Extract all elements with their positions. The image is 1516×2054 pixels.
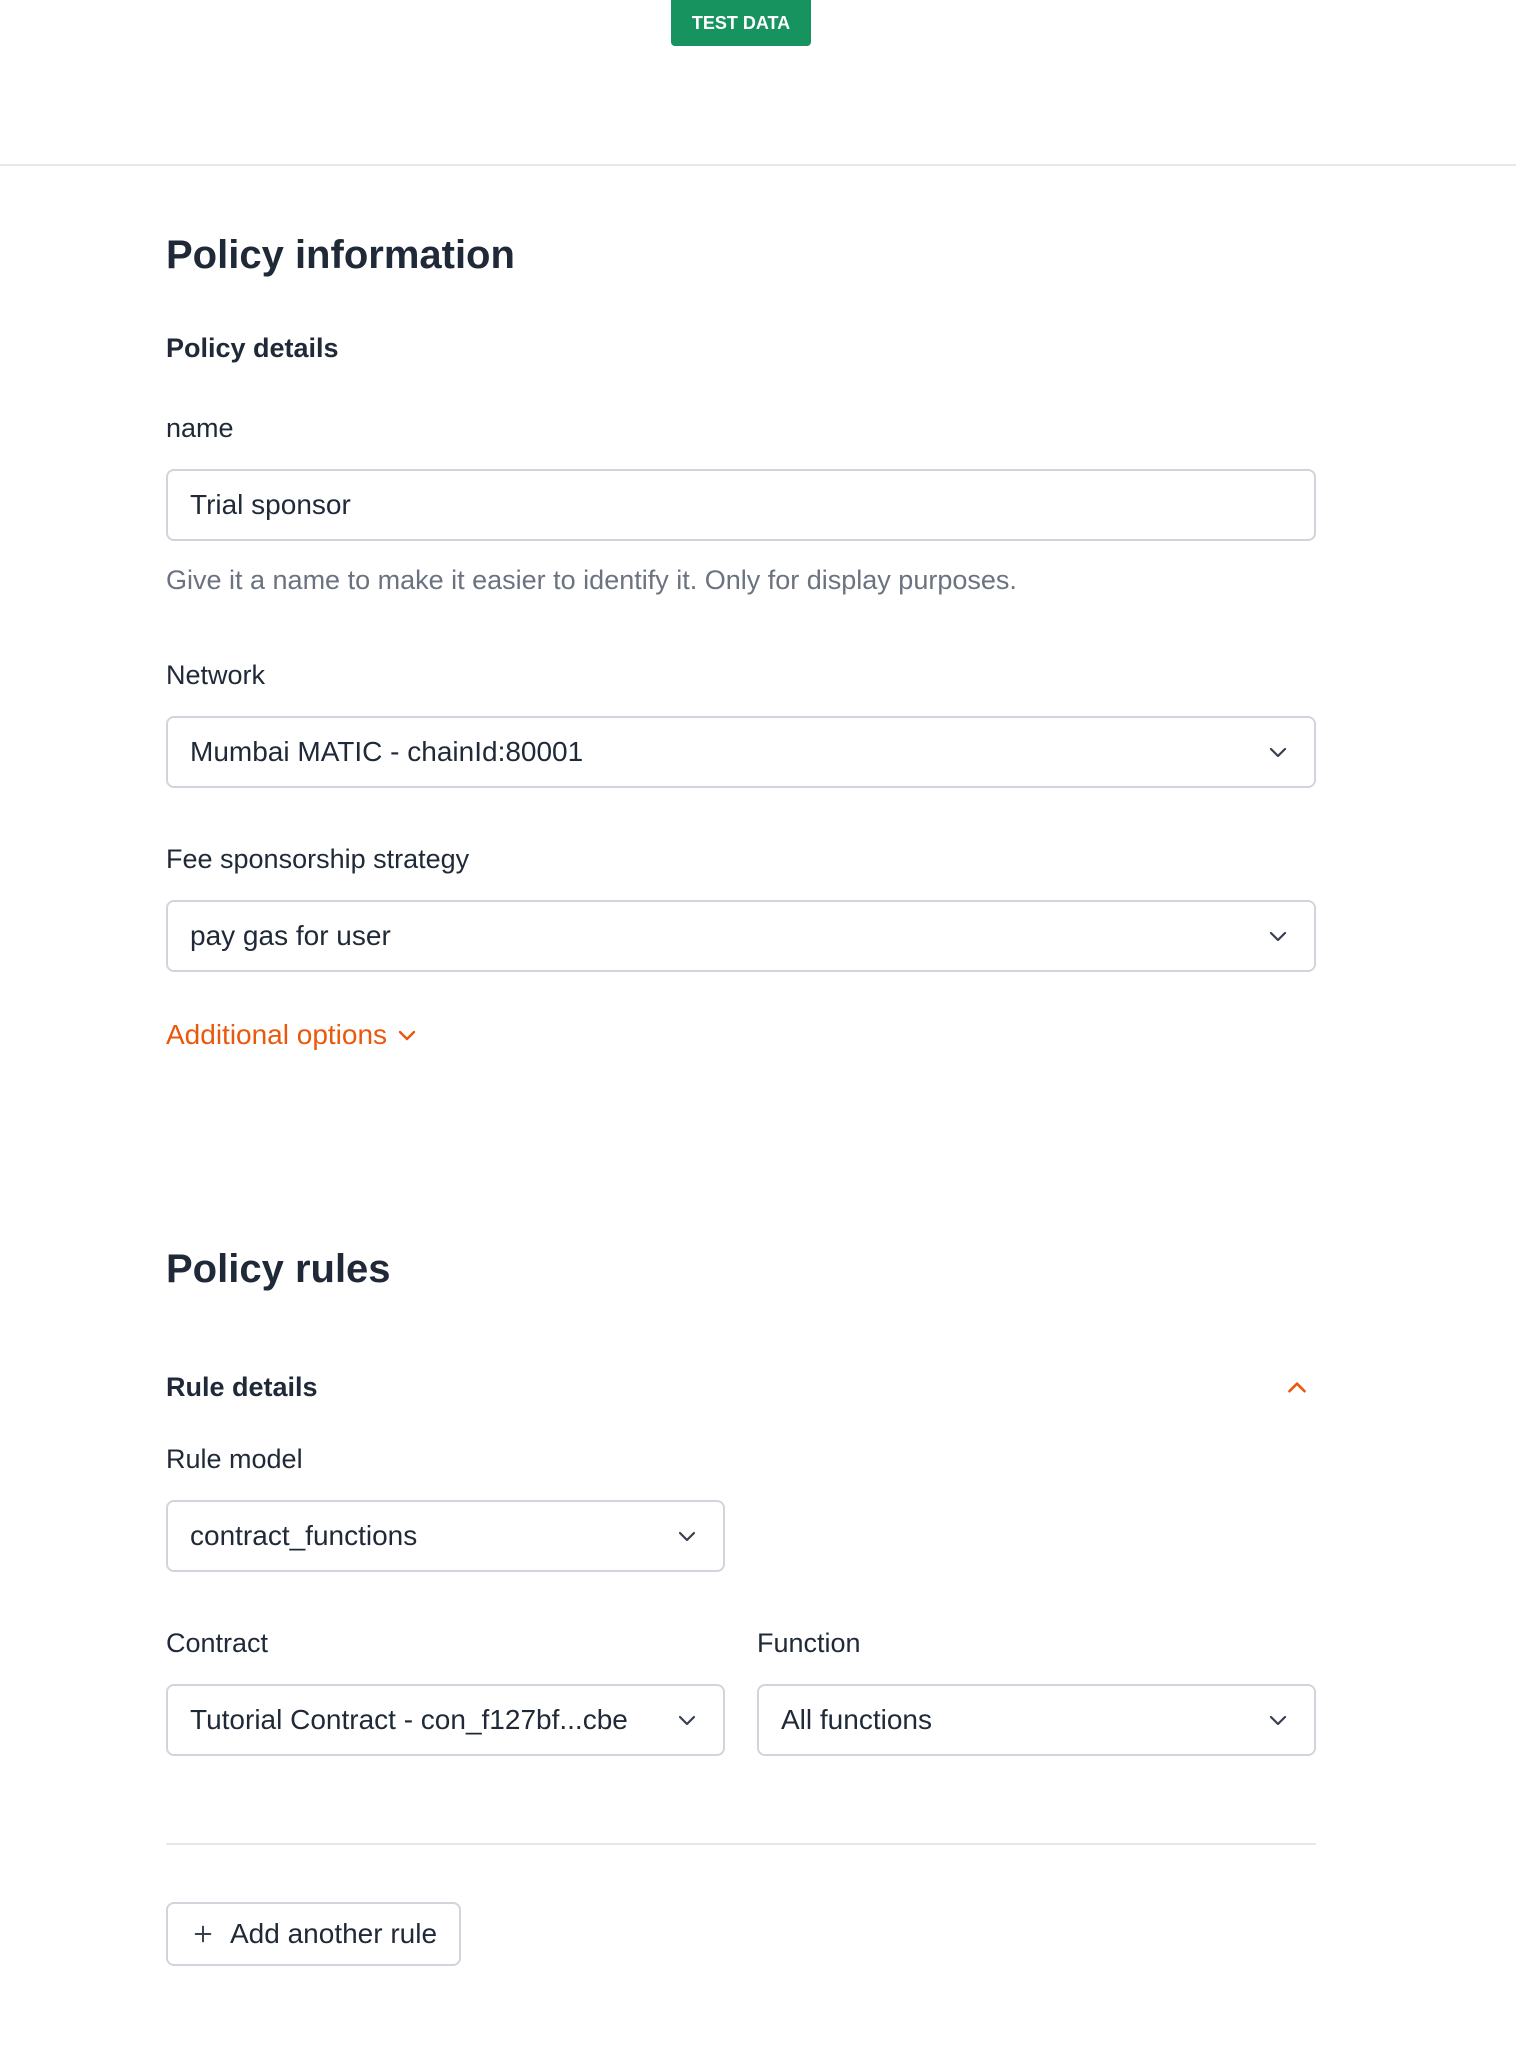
network-label: Network [166,660,266,690]
chevron-down-icon [395,1023,419,1047]
fee-strategy-select[interactable] [166,900,1316,972]
contract-selected-value: Tutorial Contract - con_f127bf...cbe [190,1704,628,1735]
network-selected-value: Mumbai MATIC - chainId:80001 [190,736,584,767]
chevron-down-icon [1266,924,1290,948]
chevron-up-icon[interactable] [1284,1375,1310,1401]
policy-details-title: Policy details [166,333,339,363]
chevron-down-icon [1266,740,1290,764]
policy-information-title: Policy information [166,233,515,277]
chevron-down-icon [1266,1708,1290,1732]
add-another-rule-button[interactable] [166,1902,461,1966]
network-select[interactable] [166,716,1316,788]
additional-options-toggle[interactable] [166,1019,419,1051]
policy-rules-title: Policy rules [166,1247,391,1291]
function-select[interactable] [757,1684,1316,1756]
name-input[interactable] [166,469,1316,541]
name-hint: Give it a name to make it easier to identify it. Only for display purposes. [166,565,1017,595]
contract-label: Contract [166,1628,269,1658]
function-label: Function [757,1628,861,1658]
rule-details-title: Rule details [166,1372,318,1402]
rule-model-label: Rule model [166,1444,303,1474]
contract-select[interactable] [166,1684,725,1756]
additional-options-label: Additional options [166,1019,388,1050]
fee-strategy-selected-value: pay gas for user [190,920,391,951]
fee-strategy-label: Fee sponsorship strategy [166,844,470,874]
rule-model-selected-value: contract_functions [190,1520,418,1551]
header-divider [0,164,1516,166]
rules-divider [166,1843,1316,1845]
name-label: name [166,413,234,443]
chevron-down-icon [675,1708,699,1732]
rule-model-select[interactable] [166,1500,725,1572]
test-data-badge: TEST DATA [671,0,811,46]
add-another-rule-label: Add another rule [230,1918,438,1949]
chevron-down-icon [675,1524,699,1548]
plus-icon [192,1923,214,1945]
name-input-value: Trial sponsor [190,489,351,520]
function-selected-value: All functions [781,1704,932,1735]
